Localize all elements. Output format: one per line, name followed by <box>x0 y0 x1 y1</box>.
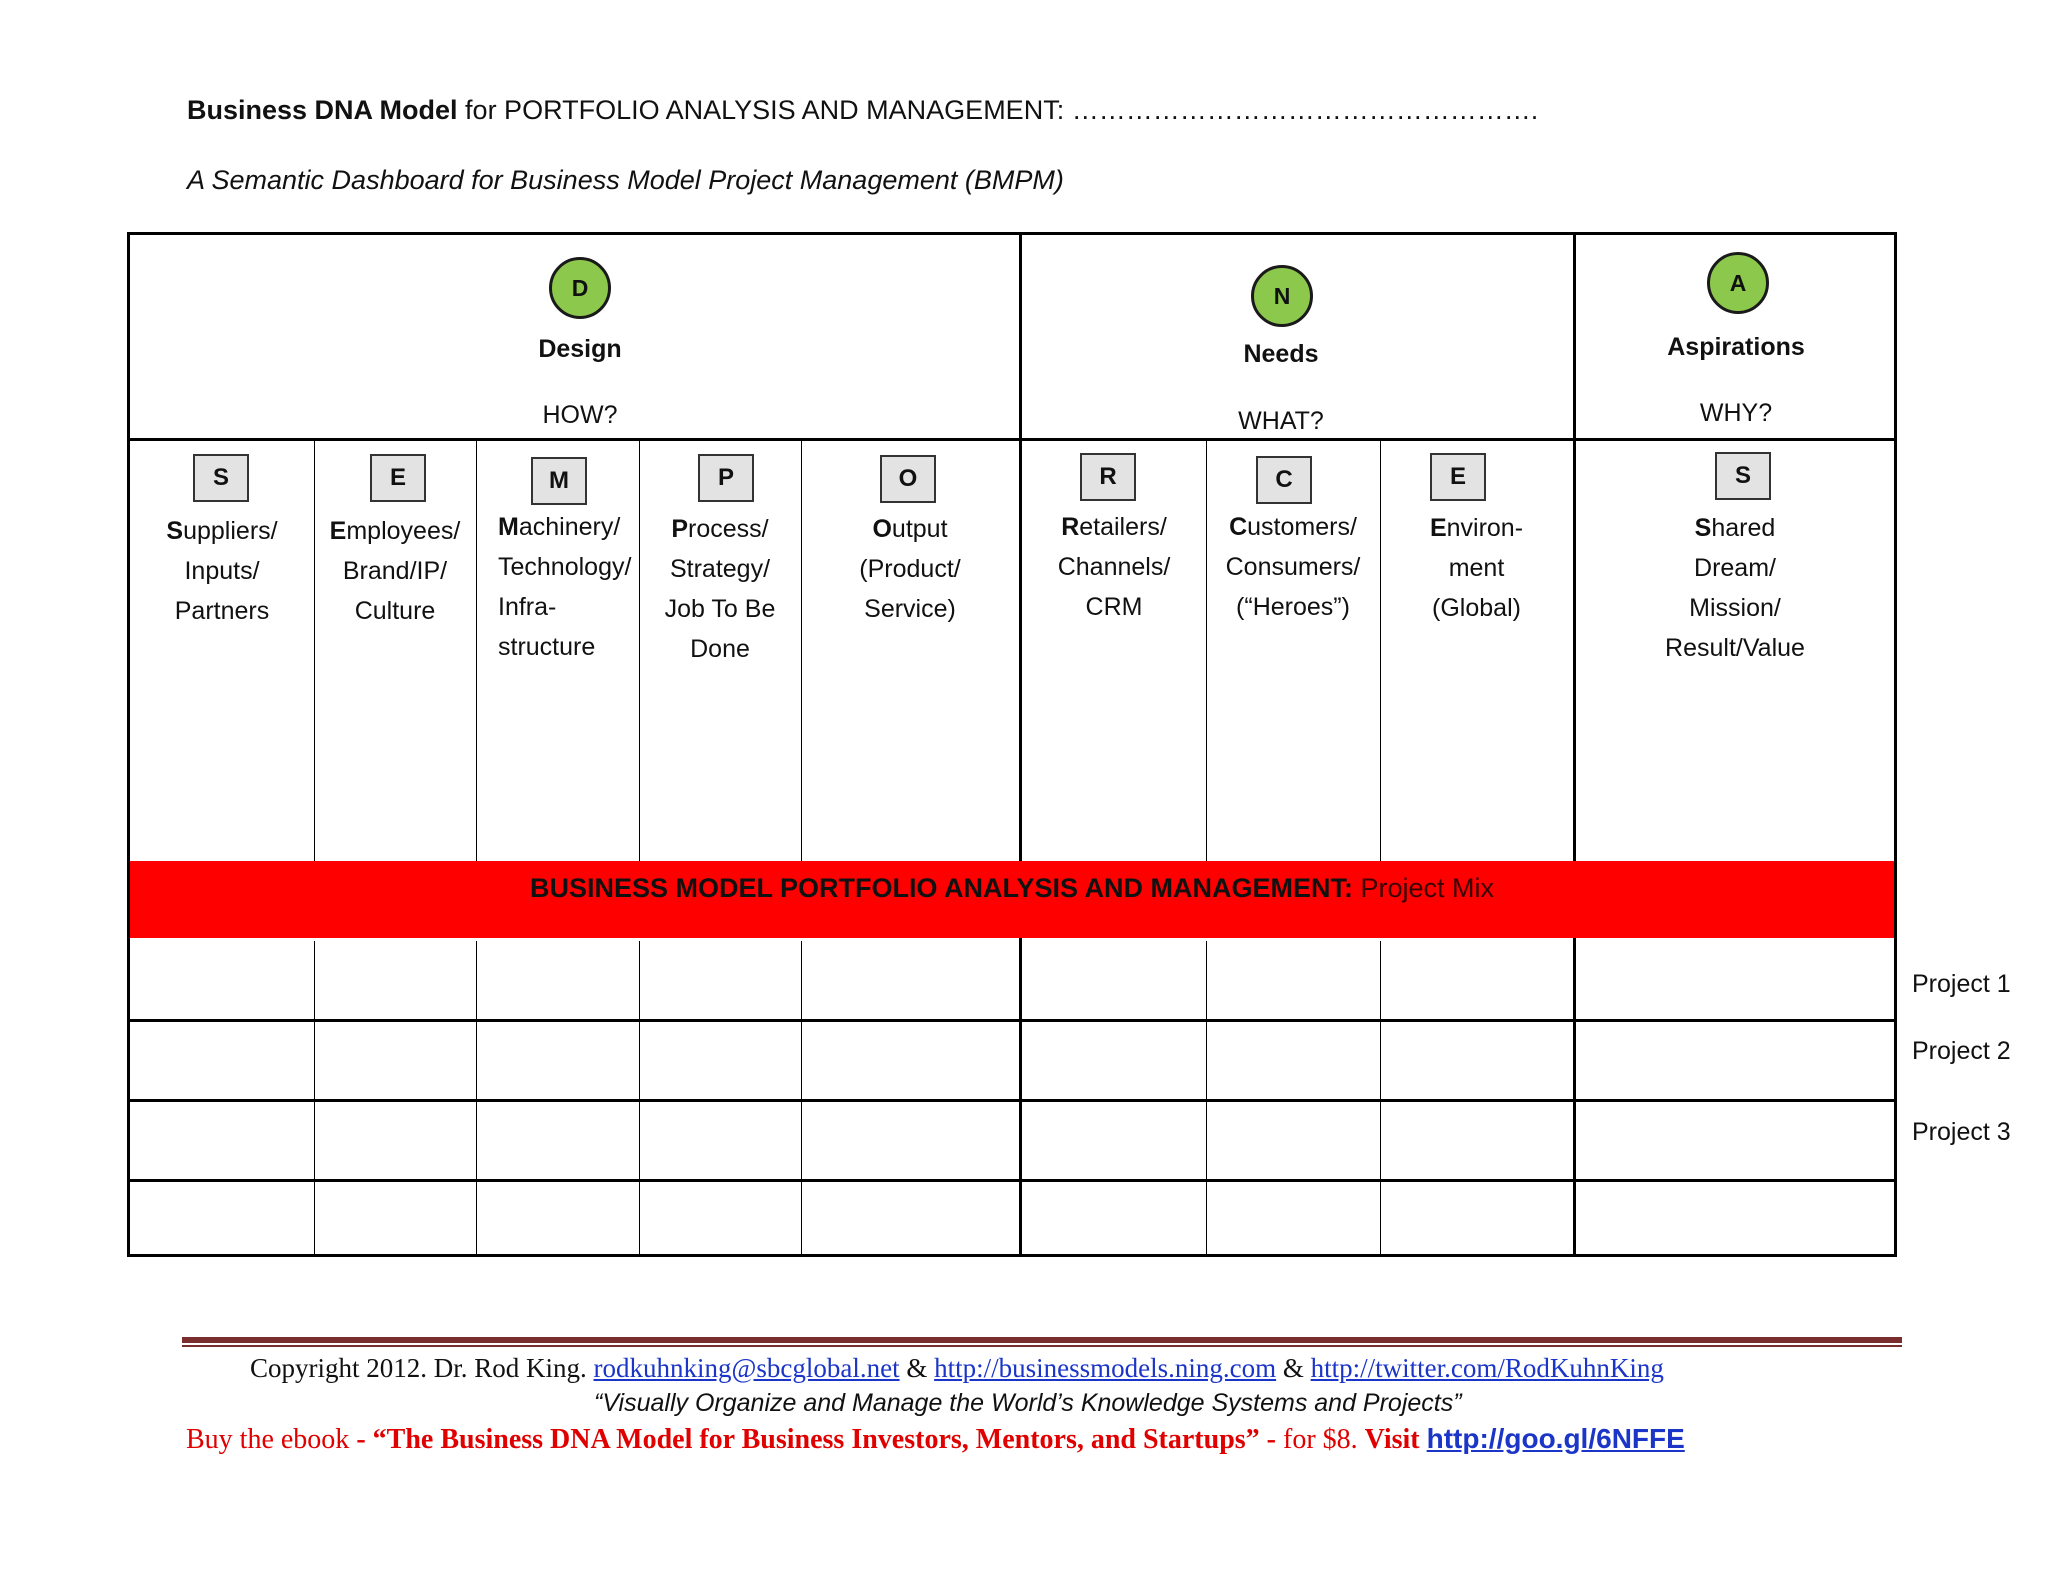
needs-circle: N <box>1251 265 1313 327</box>
column-divider <box>314 440 315 861</box>
output-letter-box: O <box>880 455 936 503</box>
dna-model-grid <box>127 232 1897 1257</box>
buy-ebook-line: Buy the ebook - “The Business DNA Model for Business Investors, Mentors, and Startups” - for $8. Visit http://goo.gl/6NFFE <box>186 1423 1685 1455</box>
project-2-label: Project 2 <box>1912 1037 2011 1065</box>
shared-label: Shared Dream/ Mission/ Result/Value <box>1665 514 1805 662</box>
column-divider <box>476 941 477 1254</box>
column-divider <box>1206 440 1207 861</box>
machinery-label: Machinery/ Technology/ Infra- structure <box>498 513 632 661</box>
design-title: Design <box>538 335 622 363</box>
process-letter-box: P <box>698 454 754 502</box>
output-label: Output (Product/ Service) <box>859 515 961 623</box>
customers-label: Customers/ Consumers/ (“Heroes”) <box>1225 513 1361 621</box>
footer-rule <box>182 1337 1902 1343</box>
machinery-letter-box: M <box>531 457 587 505</box>
footer-rule-thin <box>182 1345 1902 1347</box>
employees-letter-box: E <box>370 454 426 502</box>
column-divider <box>639 941 640 1254</box>
column-divider <box>801 941 802 1254</box>
portfolio-band-title: BUSINESS MODEL PORTFOLIO ANALYSIS AND MANAGEMENT: Project Mix <box>529 873 1495 903</box>
environment-label: Environ- ment (Global) <box>1429 514 1524 622</box>
header-row-divider <box>130 438 1894 441</box>
design-circle: D <box>549 257 611 319</box>
suppliers-label: Suppliers/ Inputs/ Partners <box>166 517 278 625</box>
column-divider <box>801 440 802 861</box>
project-row-divider <box>130 1019 1894 1022</box>
retailers-letter-box: R <box>1080 453 1136 501</box>
column-divider <box>314 941 315 1254</box>
project-1-label: Project 1 <box>1912 970 2011 998</box>
suppliers-letter-box: S <box>193 454 249 502</box>
aspirations-title: Aspirations <box>1667 333 1805 361</box>
process-label: Process/ Strategy/ Job To Be Done <box>664 515 776 663</box>
page-subtitle: A Semantic Dashboard for Business Model Project Management (BMPM) <box>187 165 1064 195</box>
column-divider <box>1380 941 1381 1254</box>
environment-letter-box: E <box>1430 453 1486 501</box>
twitter-link[interactable]: http://twitter.com/RodKuhnKing <box>1310 1353 1664 1383</box>
needs-title: Needs <box>1243 340 1319 368</box>
project-row-divider <box>130 1179 1894 1182</box>
aspirations-question: WHY? <box>1699 399 1773 427</box>
column-divider <box>476 440 477 861</box>
retailers-label: Retailers/ Channels/ CRM <box>1057 513 1171 621</box>
project-3-label: Project 3 <box>1912 1118 2011 1146</box>
copyright-line: Copyright 2012. Dr. Rod King. rodkuhnking@sbcglobal.net & http://businessmodels.ning.com & http://twitter.com/RodKuhnKing <box>250 1353 1664 1383</box>
employees-label: Employees/ Brand/IP/ Culture <box>329 517 461 625</box>
needs-question: WHAT? <box>1238 407 1324 435</box>
column-divider <box>1380 440 1381 861</box>
email-link[interactable]: rodkuhnking@sbcglobal.net <box>593 1353 900 1383</box>
ebook-link[interactable]: http://goo.gl/6NFFE <box>1426 1423 1685 1454</box>
aspirations-circle: A <box>1707 252 1769 314</box>
column-divider <box>1206 941 1207 1254</box>
customers-letter-box: C <box>1256 456 1312 504</box>
portfolio-band <box>130 861 1894 938</box>
page-title: Business DNA Model for PORTFOLIO ANALYSIS AND MANAGEMENT: ……………………………………………. <box>187 95 1539 125</box>
design-question: HOW? <box>542 401 618 429</box>
tagline-quote: “Visually Organize and Manage the World’s Knowledge Systems and Projects” <box>594 1389 1462 1417</box>
site-link[interactable]: http://businessmodels.ning.com <box>934 1353 1277 1383</box>
project-row-divider <box>130 1099 1894 1102</box>
shared-letter-box: S <box>1715 452 1771 500</box>
